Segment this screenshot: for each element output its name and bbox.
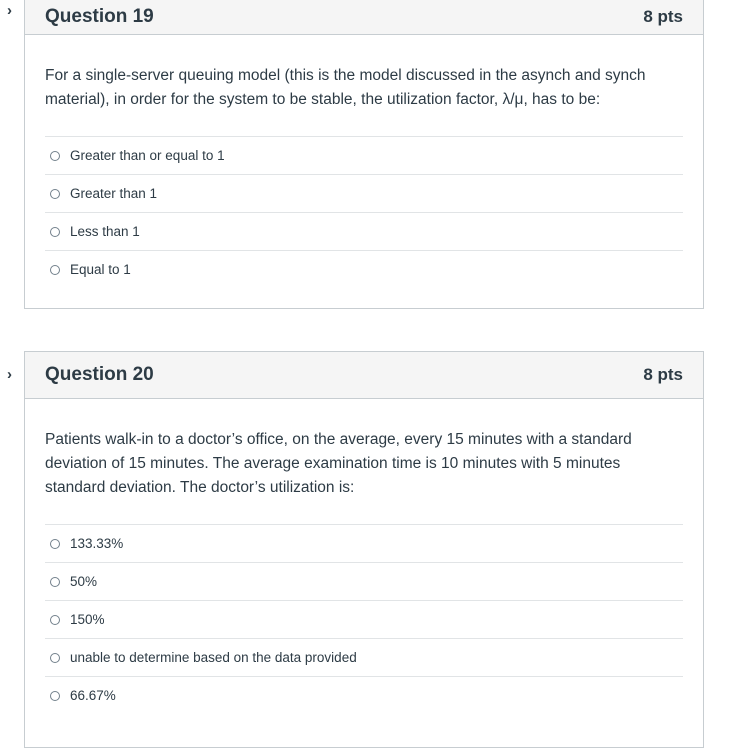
question-20-toggle-icon[interactable]: › xyxy=(7,366,12,383)
answer-option[interactable] xyxy=(45,524,683,562)
answer-option[interactable] xyxy=(45,676,683,714)
radio-button[interactable] xyxy=(50,189,60,199)
question-20-header xyxy=(25,351,703,399)
radio-button[interactable] xyxy=(50,151,60,161)
question-19-body xyxy=(25,64,703,288)
answer-option[interactable] xyxy=(45,136,683,174)
radio-button[interactable] xyxy=(50,615,60,625)
question-20-points: 8 pts xyxy=(643,365,683,384)
answer-option[interactable] xyxy=(45,562,683,600)
question-19-title: Question 19 xyxy=(45,6,154,27)
answer-label: 133.33% xyxy=(70,536,124,551)
answer-option[interactable] xyxy=(45,638,683,676)
radio-button[interactable] xyxy=(50,577,60,587)
answer-label: Greater than or equal to 1 xyxy=(70,148,225,163)
question-19 xyxy=(24,0,704,309)
answer-label: 150% xyxy=(70,612,105,627)
answer-label: Less than 1 xyxy=(70,224,140,239)
answer-option[interactable] xyxy=(45,174,683,212)
answer-option[interactable] xyxy=(45,212,683,250)
radio-button[interactable] xyxy=(50,691,60,701)
question-19-points: 8 pts xyxy=(643,7,683,26)
radio-button[interactable] xyxy=(50,539,60,549)
radio-button[interactable] xyxy=(50,653,60,663)
question-19-answers xyxy=(45,136,683,288)
answer-option[interactable] xyxy=(45,250,683,288)
question-19-text: For a single-server queuing model (this is the model discussed in the asynch and synch material), in order for the system to be stable, the utilization factor, λ/μ, has to be: xyxy=(45,67,646,108)
answer-label: 66.67% xyxy=(70,688,116,703)
question-19-header xyxy=(25,0,703,35)
question-20 xyxy=(24,351,704,748)
question-20-body xyxy=(25,428,703,714)
radio-button[interactable] xyxy=(50,227,60,237)
question-20-title: Question 20 xyxy=(45,364,154,385)
answer-label: Equal to 1 xyxy=(70,262,131,277)
question-20-answers xyxy=(45,524,683,714)
question-19-toggle-icon[interactable]: › xyxy=(7,2,12,19)
answer-label: Greater than 1 xyxy=(70,186,158,201)
question-20-text: Patients walk-in to a doctor’s office, on the average, every 15 minutes with a standard deviation of 15 minutes. The average examination time is 10 minutes with 5 minutes standard deviation. The doctor’s utilization is: xyxy=(45,431,632,496)
answer-label: unable to determine based on the data provided xyxy=(70,650,357,665)
answer-option[interactable] xyxy=(45,600,683,638)
radio-button[interactable] xyxy=(50,265,60,275)
answer-label: 50% xyxy=(70,574,98,589)
